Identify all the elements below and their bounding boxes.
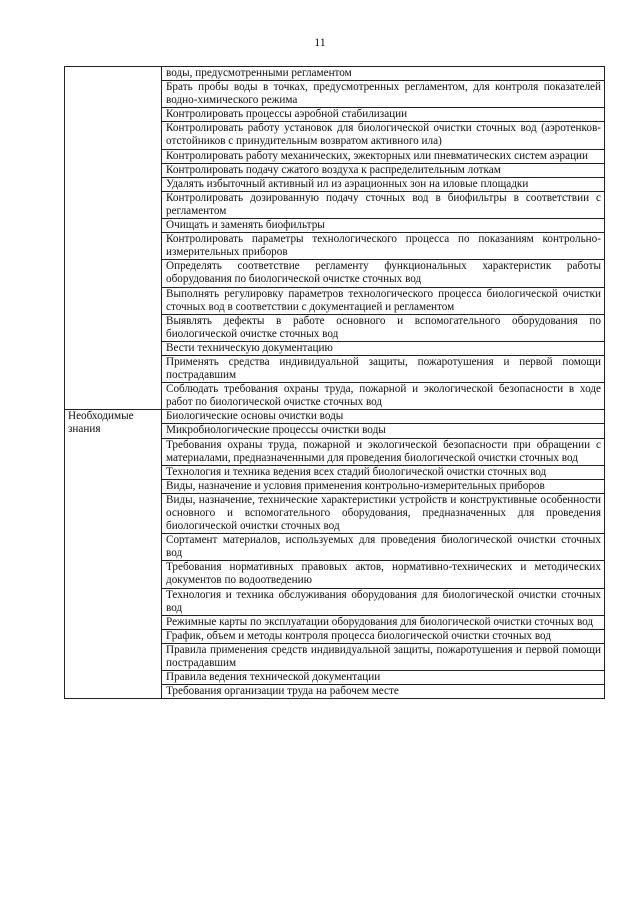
skill-item: Применять средства индивидуальной защиты, пожаротушения и первой помощи пострадавшим xyxy=(162,355,605,382)
knowledge-item: Правила применения средств индивидуальной защиты, пожаротушения и первой помощи пострадавшим xyxy=(162,643,605,670)
knowledge-item: Виды, назначение и условия применения контрольно-измерительных приборов xyxy=(162,479,605,493)
skill-section-label xyxy=(65,67,162,410)
competency-table xyxy=(64,66,605,699)
skill-item: Контролировать работу механических, эжекторных или пневматических систем аэрации xyxy=(162,149,605,163)
knowledge-item: Правила ведения технической документации xyxy=(162,671,605,685)
page-number: 11 xyxy=(314,35,326,49)
skill-item: Удалять избыточный активный ил из аэрационных зон на иловые площадки xyxy=(162,177,605,191)
knowledge-row xyxy=(65,410,605,424)
skill-row xyxy=(65,67,605,81)
skill-item: Определять соответствие регламенту функциональных характеристик работы оборудования по биологической очистке сточных вод xyxy=(162,260,605,287)
knowledge-item: Сортамент материалов, используемых для проведения биологической очистки сточных вод xyxy=(162,534,605,561)
skill-item: Очищать и заменять биофильтры xyxy=(162,219,605,233)
skill-item: Выполнять регулировку параметров технологического процесса биологической очистки сточных вод в соответствии с документацией и регламентом xyxy=(162,287,605,314)
knowledge-item: Требования охраны труда, пожарной и экологической безопасности при обращении с материалами, предназначенными для проведения биологической очистки сточных вод xyxy=(162,438,605,465)
skill-item: Брать пробы воды в точках, предусмотренных регламентом, для контроля показателей водно-химического режима xyxy=(162,81,605,108)
skill-item: Контролировать работу установок для биологической очистки сточных вод (аэротенков-отстойников с принудительным возвратом активного ила) xyxy=(162,122,605,149)
knowledge-item: Режимные карты по эксплуатации оборудования для биологической очистки сточных вод xyxy=(162,615,605,629)
skill-item: Выявлять дефекты в работе основного и вспомогательного оборудования по биологической очистке сточных вод xyxy=(162,314,605,341)
knowledge-section-label xyxy=(65,410,162,699)
knowledge-item: Технология и техника обслуживания оборудования для биологической очистки сточных вод xyxy=(162,588,605,615)
skill-item: Контролировать параметры технологического процесса по показаниям контрольно-измерительных приборов xyxy=(162,233,605,260)
knowledge-item: Требования организации труда на рабочем месте xyxy=(162,685,605,699)
skill-item: Контролировать дозированную подачу сточных вод в биофильтры в соответствии с регламентом xyxy=(162,191,605,218)
skill-item: Соблюдать требования охраны труда, пожарной и экологической безопасности в ходе работ по биологической очистке сточных вод xyxy=(162,383,605,410)
knowledge-item: График, объем и методы контроля процесса биологической очистки сточных вод xyxy=(162,629,605,643)
knowledge-item: Биологические основы очистки воды xyxy=(162,410,605,424)
knowledge-section-label-text: Необходимые знания xyxy=(68,410,134,436)
knowledge-item: Микробиологические процессы очистки воды xyxy=(162,424,605,438)
competency-table-body xyxy=(65,67,605,699)
knowledge-item: Виды, назначение, технические характеристики устройств и конструктивные особенности основного и вспомогательного оборудования, предназначенных для проведения биологической очистки сточных вод xyxy=(162,493,605,533)
knowledge-item: Требования нормативных правовых актов, нормативно-технических и методических документов по водоотведению xyxy=(162,561,605,588)
skill-item: Контролировать процессы аэробной стабилизации xyxy=(162,108,605,122)
skill-item: Вести техническую документацию xyxy=(162,341,605,355)
knowledge-item: Технология и техника ведения всех стадий биологической очистки сточных вод xyxy=(162,465,605,479)
skill-item: Контролировать подачу сжатого воздуха к распределительным лоткам xyxy=(162,163,605,177)
skill-item: воды, предусмотренными регламентом xyxy=(162,67,605,81)
